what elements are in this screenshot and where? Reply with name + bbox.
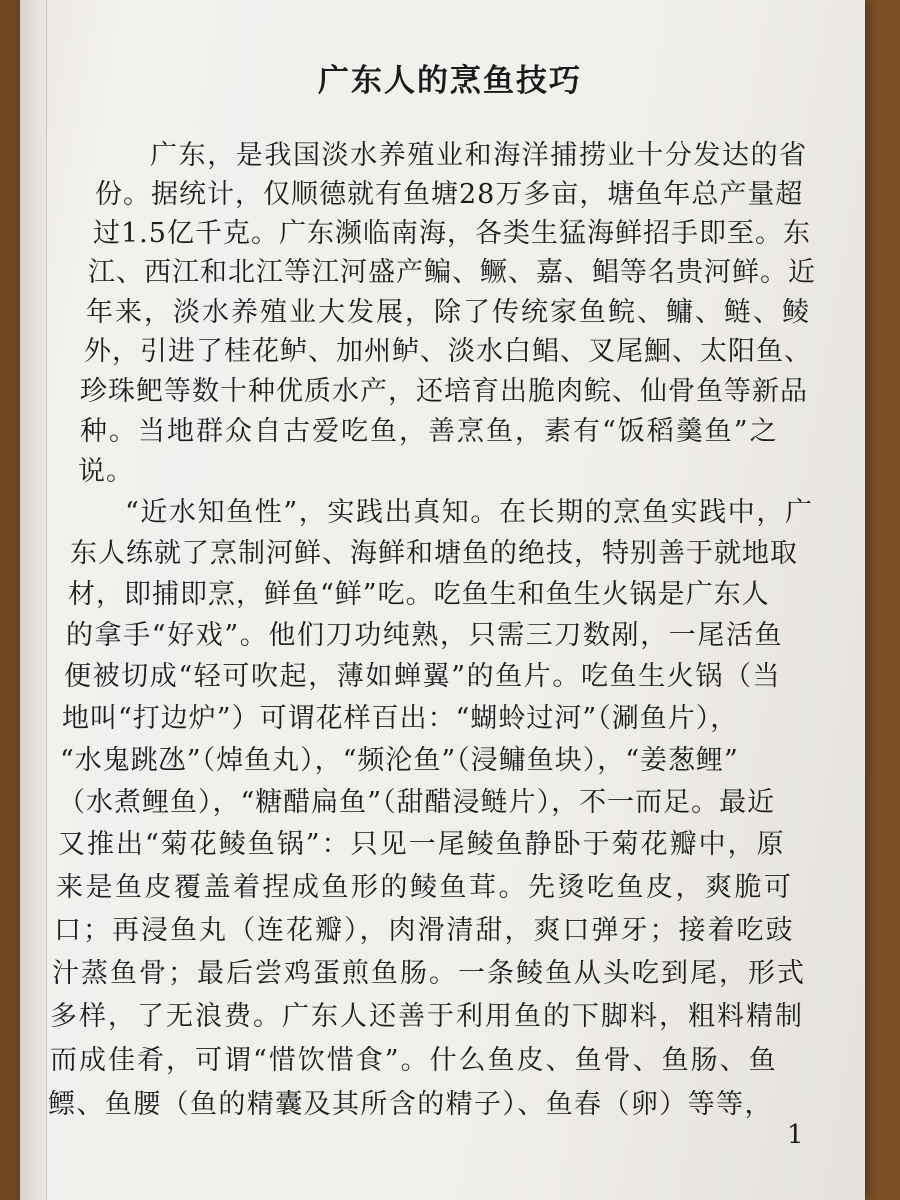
text-line-13: 的拿手“好戏”。他们刀功纯熟，只需三刀数剐，一尾活鱼 <box>66 620 784 651</box>
text-line-19: 来是鱼皮覆盖着捏成鱼形的鲮鱼茸。先烫吃鱼皮，爽脆可 <box>56 872 794 903</box>
text-line-18: 又推出“菊花鲮鱼锅”：只见一尾鲮鱼静卧于菊花瓣中，原 <box>58 829 786 860</box>
text-line-16: “水鬼跳氹”（焯鱼丸），“频沦鱼”（浸鳙鱼块），“姜葱鲤” <box>60 745 739 776</box>
text-line-3: 过1.5亿千克。广东濒临南海，各类生猛海鲜招手即至。东 <box>93 218 811 249</box>
text-line-1: 广东，是我国淡水养殖业和海洋捕捞业十分发达的省 <box>150 140 808 171</box>
text-line-7: 珍珠鲃等数十种优质水产，还培育出脆肉鲩、仙骨鱼等新品 <box>80 376 808 407</box>
text-line-2: 份。据统计，仅顺德就有鱼塘28万多亩，塘鱼年总产量超 <box>95 179 804 210</box>
text-line-22: 多样，了无浪费。广东人还善于利用鱼的下脚料，粗料精制 <box>50 1001 804 1032</box>
text-line-14: 便被切成“轻可吹起，薄如蝉翼”的鱼片。吃鱼生火锅（当 <box>64 661 782 692</box>
text-line-23: 而成佳肴，可谓“惜饮惜食”。什么鱼皮、鱼骨、鱼肠、鱼 <box>50 1045 778 1076</box>
text-line-21: 汁蒸鱼骨；最后尝鸡蛋煎鱼肠。一条鲮鱼从头吃到尾，形式 <box>52 958 806 989</box>
text-line-4: 江、西江和北江等江河盛产鳊、鳜、嘉、鲳等名贵河鲜。近 <box>88 257 816 288</box>
text-line-5: 年来，淡水养殖业大发展，除了传统家鱼鲩、鳙、鲢、鲮 <box>86 297 811 328</box>
page-number: 1 <box>787 1120 804 1150</box>
text-line-15: 地叫“打边炉”）可谓花样百出：“蝴蛉过河”（涮鱼片）， <box>62 703 739 734</box>
text-line-6: 外，引进了桂花鲈、加州鲈、淡水白鲳、叉尾鮰、太阳鱼、 <box>84 336 812 367</box>
text-line-10: “近水知鱼性”，实践出真知。在长期的烹鱼实践中，广 <box>125 497 814 528</box>
text-line-24: 鳔、鱼腰（鱼的精囊及其所含的精子）、鱼春（卵）等等， <box>48 1089 773 1120</box>
text-line-9: 说。 <box>78 456 134 487</box>
text-line-11: 东人练就了烹制河鲜、海鲜和塘鱼的绝技，特别善于就地取 <box>70 538 798 569</box>
text-line-8: 种。当地群众自古爱吃鱼，善烹鱼，素有“饭稻羹鱼”之 <box>80 416 779 447</box>
page-stack-edge <box>20 0 47 1200</box>
text-line-17: （水煮鲤鱼），“糖醋扁鱼”（甜醋浸鲢片），不一而足。最近 <box>58 787 776 818</box>
text-line-20: 口；再浸鱼丸（连花瓣），肉滑清甜，爽口弹牙；接着吃豉 <box>54 915 795 946</box>
page-title: 广东人的烹鱼技巧 <box>318 63 582 99</box>
text-line-12: 材，即捕即烹，鲜鱼“鲜”吃。吃鱼生和鱼生火锅是广东人 <box>68 579 770 610</box>
